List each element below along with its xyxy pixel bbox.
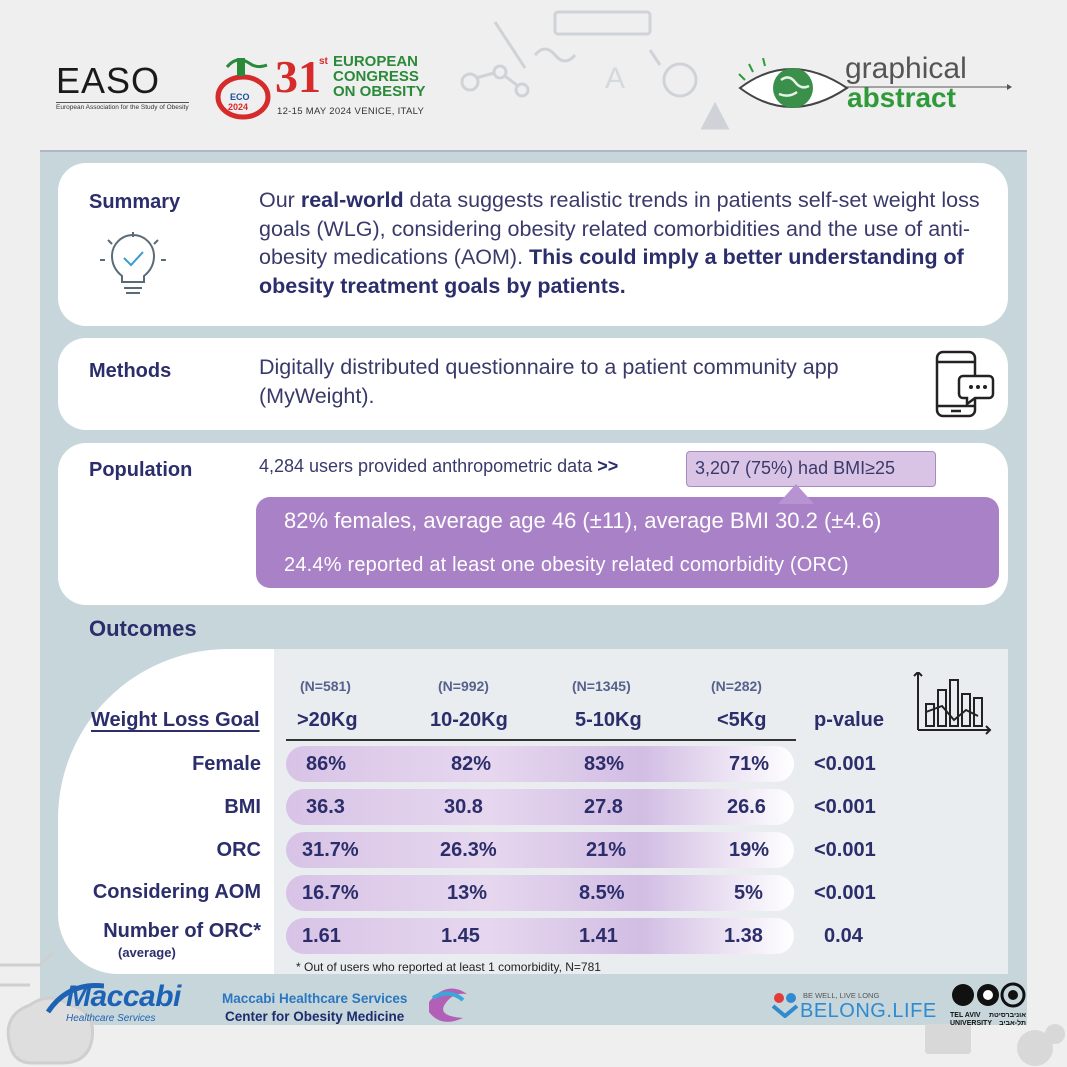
maccabi-logo bbox=[44, 980, 194, 1028]
header bbox=[0, 0, 1067, 150]
summary-title: Summary bbox=[89, 191, 181, 213]
table-cell: 1.61 bbox=[302, 925, 341, 947]
row-label-female: Female bbox=[192, 753, 261, 775]
footnote: * Out of users who reported at least 1 comorbidity, N=781 bbox=[296, 960, 601, 974]
table-cell: 21% bbox=[586, 839, 627, 861]
eco-suffix: st bbox=[319, 56, 328, 67]
table-row bbox=[286, 918, 794, 954]
methods-text: Digitally distributed questionnaire to a patient community app (MyWeight). bbox=[259, 355, 839, 408]
column-n-2: (N=992) bbox=[438, 678, 489, 694]
tau-hebrew-2: תל-אביב bbox=[999, 1020, 1026, 1027]
population-line bbox=[259, 456, 618, 477]
eco-badge-icon bbox=[215, 52, 275, 120]
table-cell: 13% bbox=[447, 882, 488, 904]
abstract-word: abstract bbox=[847, 82, 956, 113]
summary-text-part-2: data suggests realistic trends in patients self-set weight loss goals (WLG), considering obesity related comorbidities and the use of anti-obesity medications (AOM). bbox=[259, 188, 980, 269]
eco-line-3: ON OBESITY bbox=[333, 83, 426, 100]
background-doodles bbox=[440, 10, 740, 150]
belong-life-wordmark: BELONG.LIFE bbox=[800, 1000, 937, 1022]
eco-line-2: CONGRESS bbox=[333, 68, 419, 85]
obesity-center-label: Center for Obesity Medicine bbox=[225, 1009, 405, 1024]
svg-text:2024: 2024 bbox=[228, 102, 249, 112]
ribbon-logo-icon bbox=[425, 982, 470, 1024]
population-stats-line-2: 24.4% reported at least one obesity related comorbidity (ORC) bbox=[284, 554, 849, 576]
column-header-1: >20Kg bbox=[297, 709, 358, 731]
pvalue-cell: <0.001 bbox=[814, 796, 876, 818]
column-header-4: <5Kg bbox=[717, 709, 767, 731]
arrow-line bbox=[847, 84, 1012, 90]
table-row bbox=[286, 832, 794, 868]
table-cell: 83% bbox=[584, 753, 625, 775]
pvalue-cell: <0.001 bbox=[814, 839, 876, 861]
table-cell: 30.8 bbox=[444, 796, 483, 818]
table-cell: 26.3% bbox=[440, 839, 497, 861]
summary-text-part-1: Our bbox=[259, 188, 301, 212]
tau-hebrew-1: אוניברסיטת bbox=[988, 1012, 1026, 1019]
eco-line-1: EUROPEAN bbox=[333, 53, 419, 70]
table-cell: 86% bbox=[306, 753, 347, 775]
tau-english-1: TEL AVIV bbox=[950, 1012, 981, 1019]
phone-chat-icon bbox=[933, 350, 995, 420]
column-n-4: (N=282) bbox=[711, 678, 762, 694]
population-stats-line-1: 82% females, average age 46 (±11), average BMI 30.2 (±4.6) bbox=[284, 508, 882, 533]
methods-title: Methods bbox=[89, 360, 172, 382]
table-cell: 5% bbox=[734, 882, 763, 904]
row-label-bmi: BMI bbox=[224, 796, 261, 818]
summary-text-bold-1: real-world bbox=[300, 188, 404, 212]
table-row bbox=[286, 746, 794, 782]
eye-globe-icon bbox=[735, 58, 850, 118]
row-label-considering-aom: Considering AOM bbox=[92, 881, 261, 903]
summary-text-bold-2: This could imply a better understanding of obesity treatment goals by patients. bbox=[259, 245, 964, 298]
weight-loss-goal-header: Weight Loss Goal bbox=[91, 709, 260, 731]
pvalue-cell: 0.04 bbox=[824, 925, 863, 947]
eco-number: 31 bbox=[275, 51, 321, 102]
svg-text:ECO: ECO bbox=[230, 92, 250, 102]
table-cell: 36.3 bbox=[306, 796, 345, 818]
table-cell: 16.7% bbox=[302, 882, 359, 904]
belong-life-icon bbox=[771, 988, 799, 1018]
row-label-number-of-orc: Number of ORC* bbox=[103, 920, 261, 942]
column-header-2: 10-20Kg bbox=[430, 709, 508, 731]
eco-2024-logo bbox=[215, 52, 435, 120]
column-n-1: (N=581) bbox=[300, 678, 351, 694]
tau-line-2 bbox=[950, 1020, 1026, 1028]
table-cell: 71% bbox=[729, 753, 770, 775]
pvalue-cell: <0.001 bbox=[814, 753, 876, 775]
maccabi-subtitle: Healthcare Services bbox=[66, 1013, 156, 1024]
eco-date: 12-15 MAY 2024 VENICE, ITALY bbox=[277, 106, 425, 117]
header-divider bbox=[286, 739, 796, 741]
table-cell: 26.6 bbox=[727, 796, 766, 818]
summary-text bbox=[259, 186, 989, 300]
pvalue-header: p-value bbox=[814, 709, 885, 731]
table-cell: 19% bbox=[729, 839, 770, 861]
column-n-3: (N=1345) bbox=[572, 678, 631, 694]
table-cell: 1.41 bbox=[579, 925, 618, 947]
population-arrows: >> bbox=[597, 456, 619, 476]
maccabi-wordmark: Maccabi bbox=[66, 980, 181, 1013]
table-cell: 8.5% bbox=[579, 882, 625, 904]
table-row bbox=[286, 789, 794, 825]
table-cell: 31.7% bbox=[302, 839, 359, 861]
eco-title bbox=[333, 54, 426, 99]
table-cell: 1.38 bbox=[724, 925, 763, 947]
graphical-abstract-logo bbox=[735, 50, 1010, 120]
population-bmi-tag: 3,207 (75%) had BMI≥25 bbox=[686, 451, 936, 487]
tel-aviv-university-icon bbox=[950, 982, 1028, 1010]
outcomes-title: Outcomes bbox=[89, 616, 197, 641]
tau-english-2: UNIVERSITY bbox=[950, 1020, 993, 1027]
population-line-text: 4,284 users provided anthropometric data bbox=[259, 456, 598, 476]
population-callout-arrow bbox=[778, 484, 814, 504]
tel-aviv-university-label bbox=[950, 1012, 1026, 1028]
table-cell: 27.8 bbox=[584, 796, 623, 818]
bar-chart-icon bbox=[912, 672, 992, 736]
column-header-3: 5-10Kg bbox=[575, 709, 642, 731]
pvalue-cell: <0.001 bbox=[814, 882, 876, 904]
maccabi-healthcare-label: Maccabi Healthcare Services bbox=[222, 991, 408, 1006]
row-sublabel-average: (average) bbox=[118, 945, 176, 960]
svg-text:A: A bbox=[605, 62, 626, 95]
table-cell: 1.45 bbox=[441, 925, 480, 947]
easo-subtitle: European Association for the Study of Obesity bbox=[56, 104, 189, 111]
easo-logo bbox=[56, 60, 189, 112]
belong-tagline: BE WELL, LIVE LONG bbox=[803, 991, 880, 1000]
table-cell: 82% bbox=[451, 753, 492, 775]
population-title: Population bbox=[89, 459, 193, 481]
lightbulb-icon bbox=[100, 232, 166, 302]
row-label-orc: ORC bbox=[216, 839, 261, 861]
tau-line-1 bbox=[950, 1012, 1026, 1020]
table-row bbox=[286, 875, 794, 911]
easo-wordmark: EASO bbox=[56, 60, 161, 101]
graphical-word: graphical bbox=[845, 52, 967, 85]
